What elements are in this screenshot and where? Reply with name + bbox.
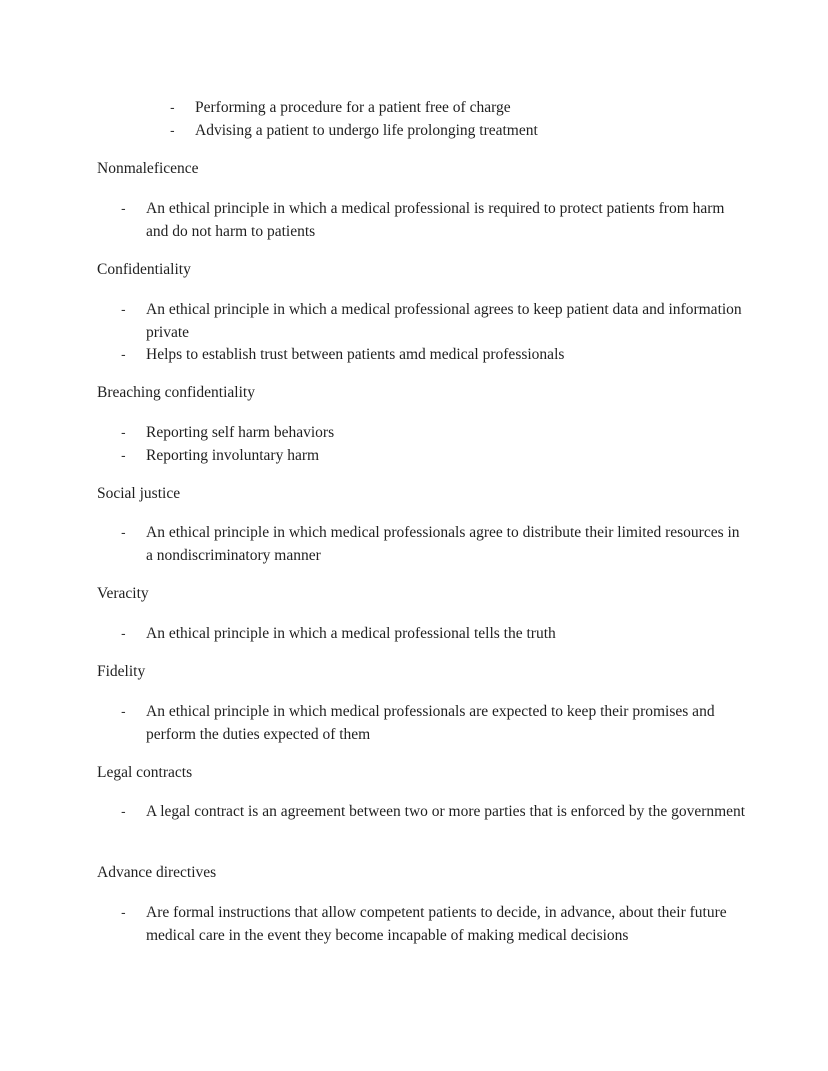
list-item	[121, 343, 746, 366]
list-item	[121, 197, 746, 243]
section-heading: Breaching confidentiality	[97, 384, 255, 401]
list-item	[121, 700, 746, 746]
section-heading: Legal contracts	[97, 764, 193, 781]
dash-marker: -	[121, 524, 126, 540]
list-item-text: Advising a patient to undergo life prolonging treatment	[195, 122, 538, 139]
dash-marker: -	[121, 625, 126, 641]
section-heading: Fidelity	[97, 663, 146, 680]
dash-marker: -	[121, 803, 126, 819]
dash-marker: -	[121, 447, 126, 463]
section-heading: Advance directives	[97, 864, 217, 881]
list-item-text: Reporting involuntary harm	[146, 447, 320, 464]
list-item-text: Are formal instructions that allow competent patients to decide, in advance, about their future medical care in the event they become incapable of making medical decisions	[146, 904, 727, 944]
list-item-text: An ethical principle in which a medical professional agrees to keep patient data and information private	[146, 301, 742, 341]
section-heading: Nonmaleficence	[97, 160, 199, 177]
list-item-text: An ethical principle in which medical professionals agree to distribute their limited resources in a nondiscriminatory manner	[146, 524, 740, 564]
list-item	[170, 119, 755, 142]
list-item-text: Reporting self harm behaviors	[146, 424, 335, 441]
section-heading: Social justice	[97, 485, 181, 502]
dash-marker: -	[170, 99, 175, 115]
list-item	[121, 622, 746, 645]
dash-marker: -	[121, 703, 126, 719]
list-item	[121, 800, 746, 823]
list-item-text: A legal contract is an agreement between two or more parties that is enforced by the government	[146, 803, 746, 820]
list-item-text: An ethical principle in which a medical professional is required to protect patients from harm and do not harm to patients	[146, 200, 725, 240]
list-item	[170, 96, 755, 119]
list-item-text: An ethical principle in which a medical professional tells the truth	[146, 625, 556, 642]
list-item	[121, 901, 746, 947]
dash-marker: -	[121, 301, 126, 317]
dash-marker: -	[170, 122, 175, 138]
list-item	[121, 444, 746, 467]
list-item	[121, 298, 746, 344]
list-item-text: Performing a procedure for a patient free of charge	[195, 99, 511, 116]
dash-marker: -	[121, 904, 126, 920]
list-item	[121, 521, 746, 567]
section-heading: Confidentiality	[97, 261, 191, 278]
dash-marker: -	[121, 200, 126, 216]
dash-marker: -	[121, 346, 126, 362]
section-heading: Veracity	[97, 585, 149, 602]
list-item-text: An ethical principle in which medical professionals are expected to keep their promises and perform the duties expected of them	[146, 703, 715, 743]
dash-marker: -	[121, 424, 126, 440]
list-item	[121, 421, 746, 444]
list-item-text: Helps to establish trust between patients amd medical professionals	[146, 346, 565, 363]
